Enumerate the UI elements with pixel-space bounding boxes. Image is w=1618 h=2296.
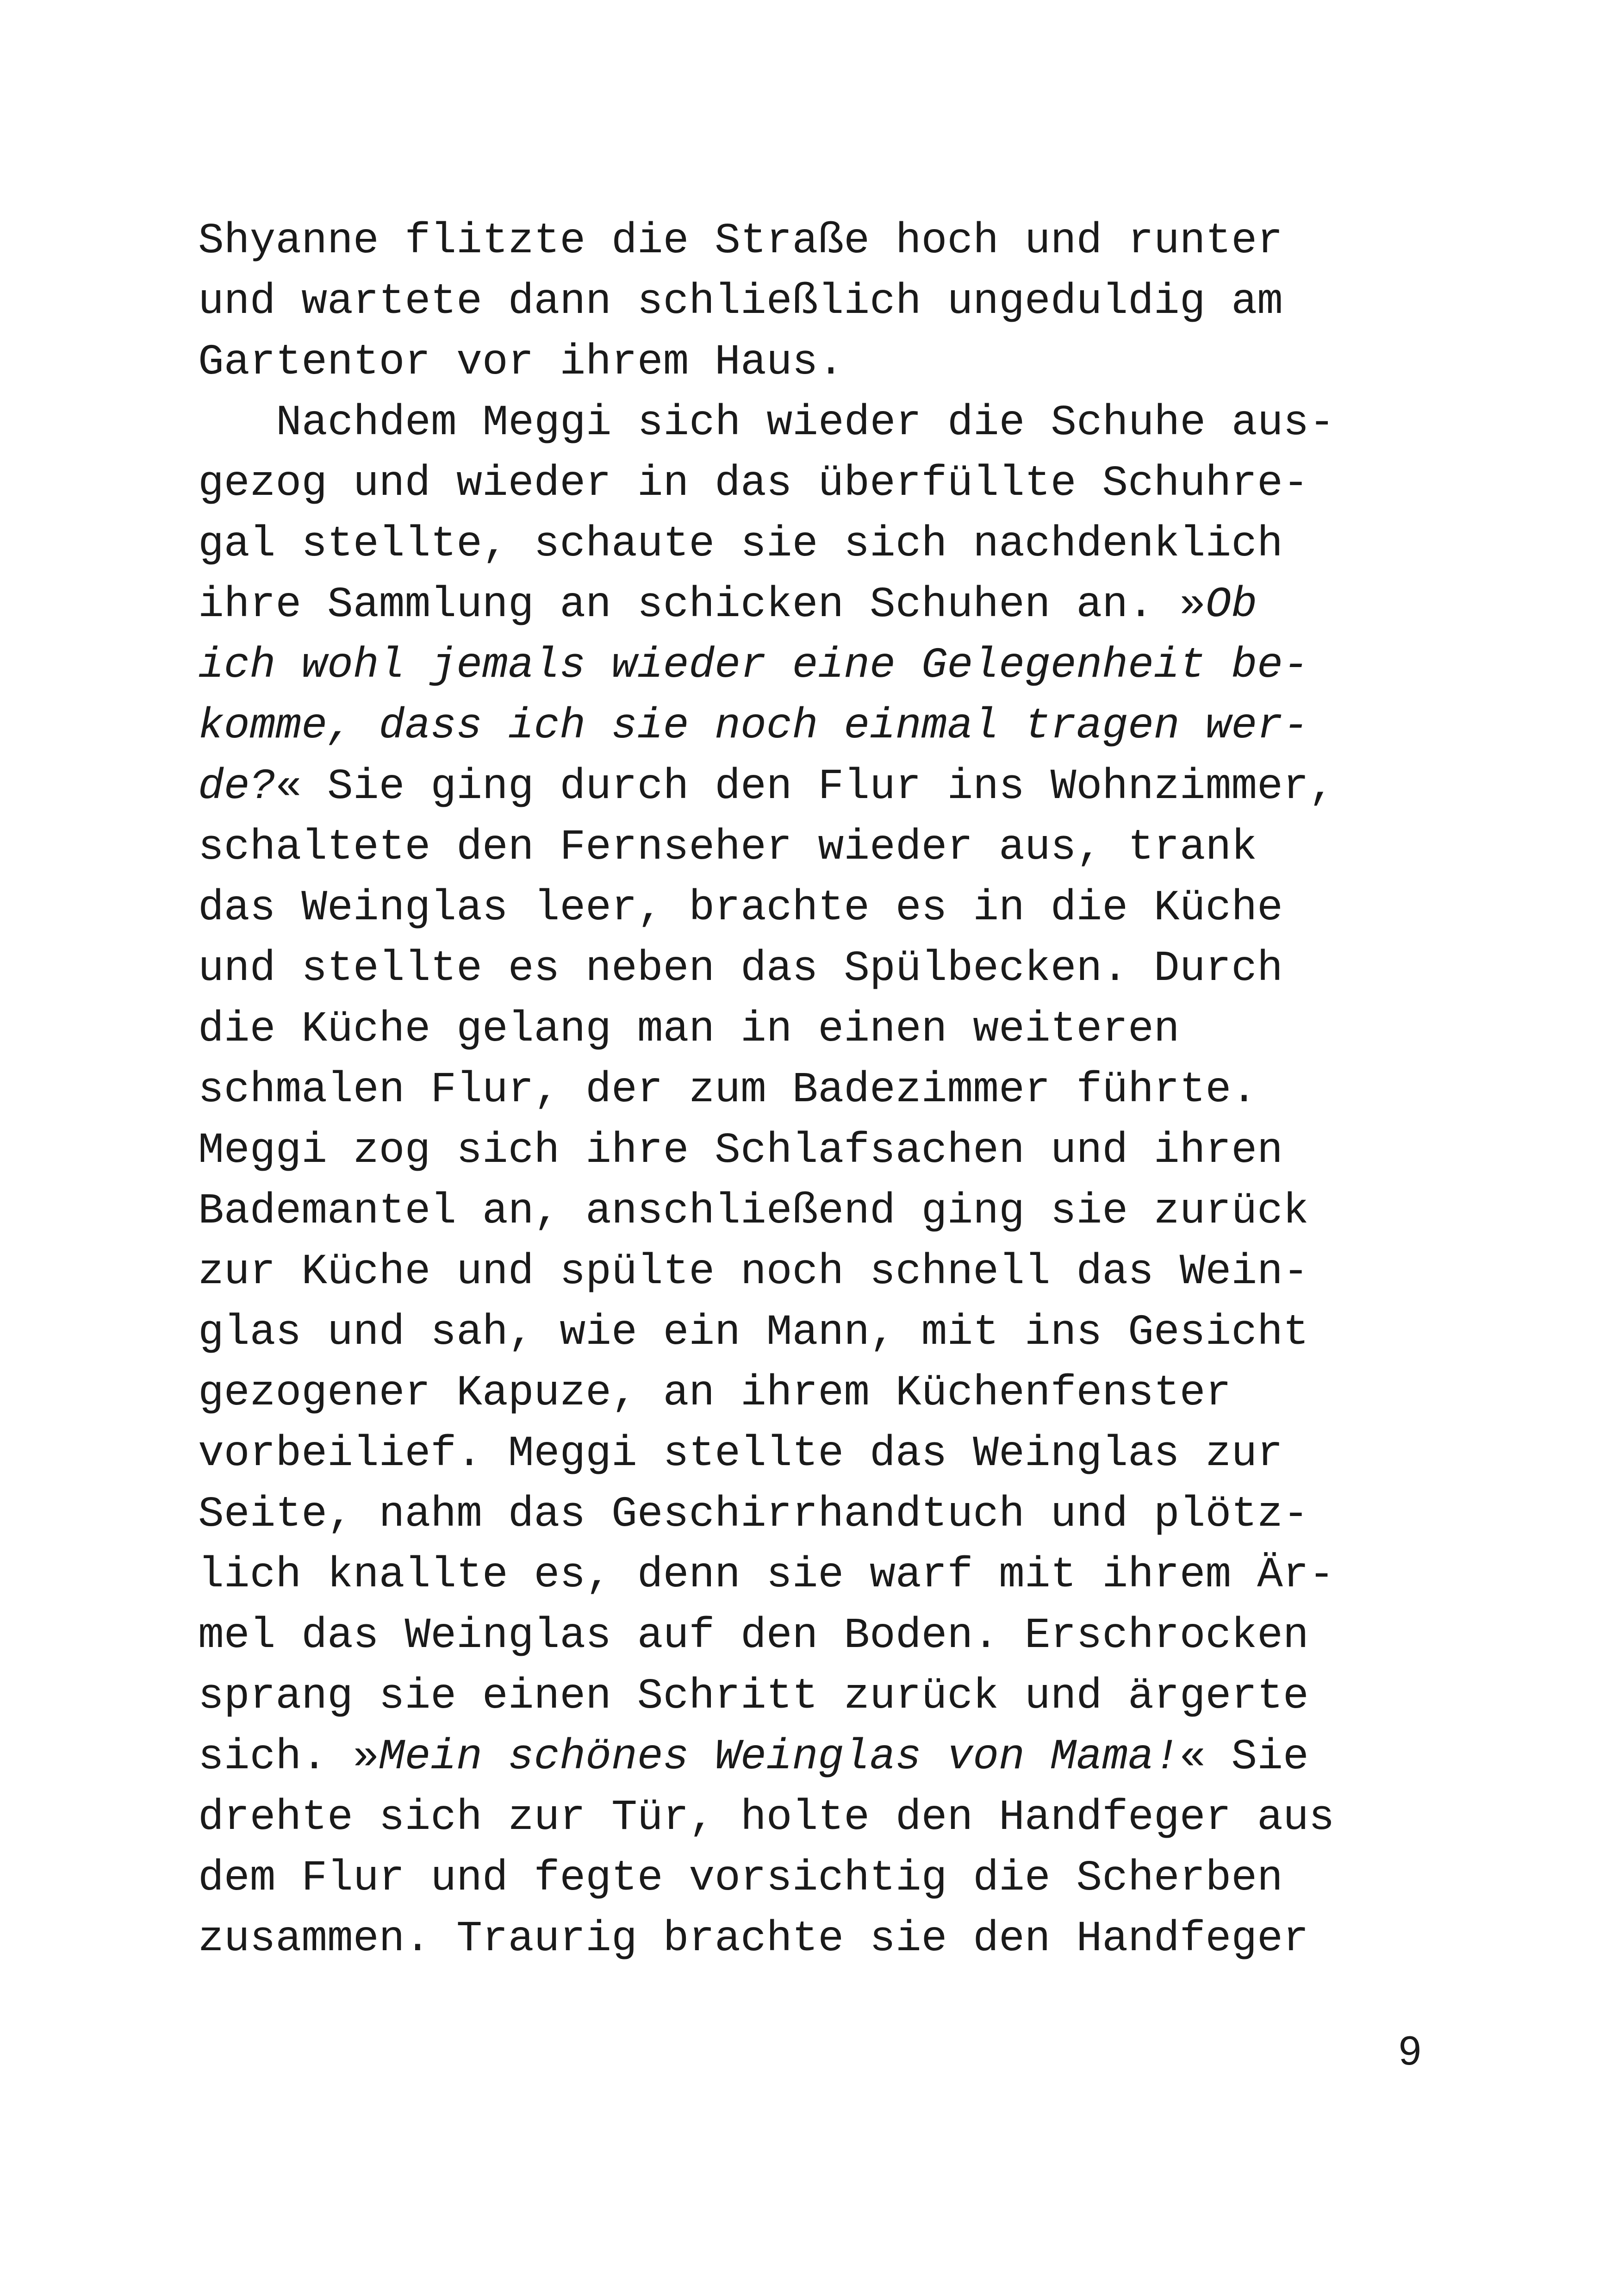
text-line bbox=[198, 696, 1448, 756]
text-segment: dem Flur und fegte vorsichtig die Scherben bbox=[198, 1854, 1283, 1903]
italic-text-segment: ich wohl jemals wieder eine Gelegenheit be- bbox=[198, 641, 1309, 690]
text-segment: schaltete den Fernseher wieder aus, trank bbox=[198, 823, 1257, 872]
text-segment: sich. » bbox=[198, 1733, 379, 1781]
text-line bbox=[198, 878, 1448, 938]
text-line bbox=[198, 635, 1448, 696]
text-segment: vorbeilief. Meggi stellte das Weinglas zur bbox=[198, 1429, 1283, 1478]
page-number: 9 bbox=[1399, 2028, 1421, 2073]
text-segment: Seite, nahm das Geschirrhandtuch und plötz- bbox=[198, 1490, 1309, 1539]
text-line bbox=[198, 1666, 1448, 1727]
text-line bbox=[198, 211, 1448, 271]
text-segment: sprang sie einen Schritt zurück und ärgerte bbox=[198, 1672, 1309, 1721]
text-segment: das Weinglas leer, brachte es in die Küche bbox=[198, 884, 1283, 932]
text-line bbox=[198, 1545, 1448, 1605]
italic-text-segment: Ob bbox=[1205, 580, 1257, 629]
text-line bbox=[198, 1363, 1448, 1423]
text-segment: Nachdem Meggi sich wieder die Schuhe aus- bbox=[276, 399, 1335, 447]
text-line bbox=[198, 1727, 1448, 1787]
text-line bbox=[198, 1060, 1448, 1120]
text-segment: zusammen. Traurig brachte sie den Handfeger bbox=[198, 1915, 1309, 1963]
italic-text-segment: Mein schönes Weinglas von Mama! bbox=[379, 1733, 1180, 1781]
text-line bbox=[198, 1120, 1448, 1181]
text-segment: gezog und wieder in das überfüllte Schuhre- bbox=[198, 459, 1309, 508]
text-segment: mel das Weinglas auf den Boden. Erschrocken bbox=[198, 1611, 1309, 1660]
text-segment: die Küche gelang man in einen weiteren bbox=[198, 1005, 1180, 1054]
text-segment: ihre Sammlung an schicken Schuhen an. » bbox=[198, 580, 1206, 629]
text-line bbox=[198, 1909, 1448, 1969]
text-line bbox=[198, 938, 1448, 999]
italic-text-segment: de? bbox=[198, 762, 276, 811]
text-line bbox=[198, 1484, 1448, 1545]
text-line bbox=[198, 574, 1448, 635]
text-segment: Meggi zog sich ihre Schlafsachen und ihren bbox=[198, 1126, 1283, 1175]
text-line bbox=[198, 1423, 1448, 1484]
text-segment: schmalen Flur, der zum Badezimmer führte. bbox=[198, 1066, 1257, 1114]
text-segment: « Sie bbox=[1179, 1733, 1309, 1781]
text-line bbox=[198, 756, 1448, 817]
text-segment: Shyanne flitzte die Straße hoch und runter bbox=[198, 217, 1283, 265]
text-segment: Gartentor vor ihrem Haus. bbox=[198, 338, 844, 387]
text-segment: drehte sich zur Tür, holte den Handfeger aus bbox=[198, 1793, 1335, 1842]
text-segment: glas und sah, wie ein Mann, mit ins Gesicht bbox=[198, 1308, 1309, 1357]
text-line bbox=[198, 271, 1448, 332]
text-segment: und wartete dann schließlich ungeduldig am bbox=[198, 277, 1283, 326]
text-line bbox=[198, 514, 1448, 574]
text-line bbox=[198, 1787, 1448, 1848]
text-line bbox=[198, 453, 1448, 514]
text-segment: gal stellte, schaute sie sich nachdenklich bbox=[198, 520, 1283, 568]
text-segment: lich knallte es, denn sie warf mit ihrem Är- bbox=[198, 1551, 1335, 1599]
text-segment: gezogener Kapuze, an ihrem Küchenfenster bbox=[198, 1369, 1232, 1417]
text-segment: zur Küche und spülte noch schnell das Wein- bbox=[198, 1248, 1309, 1296]
body-text bbox=[198, 211, 1448, 1969]
text-line bbox=[198, 393, 1448, 453]
text-line bbox=[198, 1242, 1448, 1302]
text-line bbox=[198, 999, 1448, 1060]
text-line bbox=[198, 1302, 1448, 1363]
text-segment: Bademantel an, anschließend ging sie zurück bbox=[198, 1187, 1309, 1235]
text-segment: und stellte es neben das Spülbecken. Durch bbox=[198, 944, 1283, 993]
text-line bbox=[198, 332, 1448, 393]
text-line bbox=[198, 817, 1448, 878]
text-line bbox=[198, 1181, 1448, 1242]
italic-text-segment: komme, dass ich sie noch einmal tragen wer- bbox=[198, 702, 1309, 750]
text-line bbox=[198, 1605, 1448, 1666]
text-line bbox=[198, 1848, 1448, 1909]
text-segment: « Sie ging durch den Flur ins Wohnzimmer, bbox=[275, 762, 1335, 811]
